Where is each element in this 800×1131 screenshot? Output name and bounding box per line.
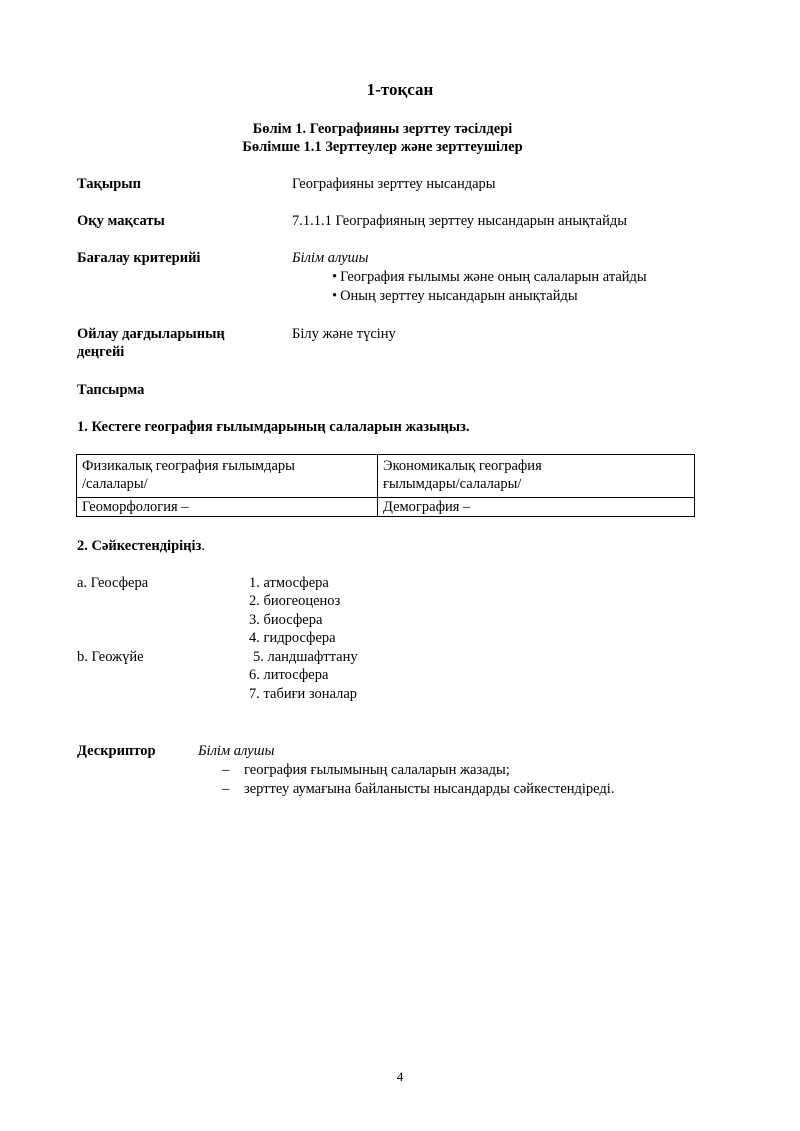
page-number: 4 xyxy=(396,1069,404,1084)
criteria-label: Бағалау критерийі xyxy=(77,250,201,266)
match-right-item: 3. биосфера xyxy=(249,612,323,628)
match-right-item: 7. табиғи зоналар xyxy=(249,686,358,702)
section-heading: Бөлім 1. Географияны зерттеу тәсілдері xyxy=(252,121,513,137)
subsection-heading: Бөлімше 1.1 Зерттеулер және зерттеушілер xyxy=(242,139,523,155)
dash-marker: – xyxy=(222,781,230,797)
descriptor-item: зерттеу аумағына байланысты нысандарды сәйкестендіреді. xyxy=(244,781,615,797)
criteria-item: • Оның зерттеу нысандарын анықтайды xyxy=(332,288,578,305)
header-line: Экономикалық география xyxy=(383,458,542,474)
match-right-item: 1. атмосфера xyxy=(249,575,329,591)
table-row xyxy=(77,498,695,517)
header-line: /салалары/ xyxy=(82,476,148,492)
table-cell[interactable]: Геоморфология – xyxy=(77,498,378,517)
task2-title-wrap xyxy=(77,538,205,555)
match-left-item: a. Геосфера xyxy=(77,575,149,591)
goal-value: 7.1.1.1 Географияның зерттеу нысандарын анықтайды xyxy=(292,213,627,229)
branches-table xyxy=(76,454,695,517)
match-right-item: 2. биогеоценоз xyxy=(249,593,341,609)
task1-title: 1. Кестеге география ғылымдарының салаларын жазыңыз. xyxy=(77,419,470,435)
descriptor-intro: Білім алушы xyxy=(198,743,275,759)
task-heading: Тапсырма xyxy=(77,382,145,398)
physical-geography-header xyxy=(77,455,378,498)
page-title: 1-тоқсан xyxy=(366,80,434,99)
economic-geography-header xyxy=(378,455,695,498)
topic-value: Географияны зерттеу нысандары xyxy=(292,176,496,192)
table-cell[interactable]: Демография – xyxy=(378,498,695,517)
goal-label: Оқу мақсаты xyxy=(77,213,165,229)
header-line: ғылымдары/салалары/ xyxy=(383,476,522,492)
criteria-intro: Білім алушы xyxy=(292,250,369,266)
table-header-row xyxy=(77,455,695,498)
thinking-value: Білу және түсіну xyxy=(292,326,396,342)
match-left-item: b. Геожүйе xyxy=(77,649,144,665)
descriptor-label: Дескриптор xyxy=(77,743,156,759)
match-right-item: 6. литосфера xyxy=(249,667,329,683)
match-right-item: 4. гидросфера xyxy=(249,630,336,646)
header-line: Физикалық география ғылымдары xyxy=(82,458,295,474)
thinking-label-cont: деңгейі xyxy=(77,344,125,360)
descriptor-item: география ғылымының салаларын жазады; xyxy=(244,762,510,778)
dash-marker: – xyxy=(222,762,230,778)
criteria-item: • География ғылымы және оның салаларын атайды xyxy=(332,269,647,286)
task2-title-suffix: . xyxy=(201,538,206,554)
topic-label: Тақырып xyxy=(77,176,141,192)
task2-title: 2. Сәйкестендіріңіз xyxy=(77,538,202,554)
thinking-label: Ойлау дағдыларының xyxy=(77,326,225,342)
match-right-item: 5. ландшафттану xyxy=(253,649,358,665)
